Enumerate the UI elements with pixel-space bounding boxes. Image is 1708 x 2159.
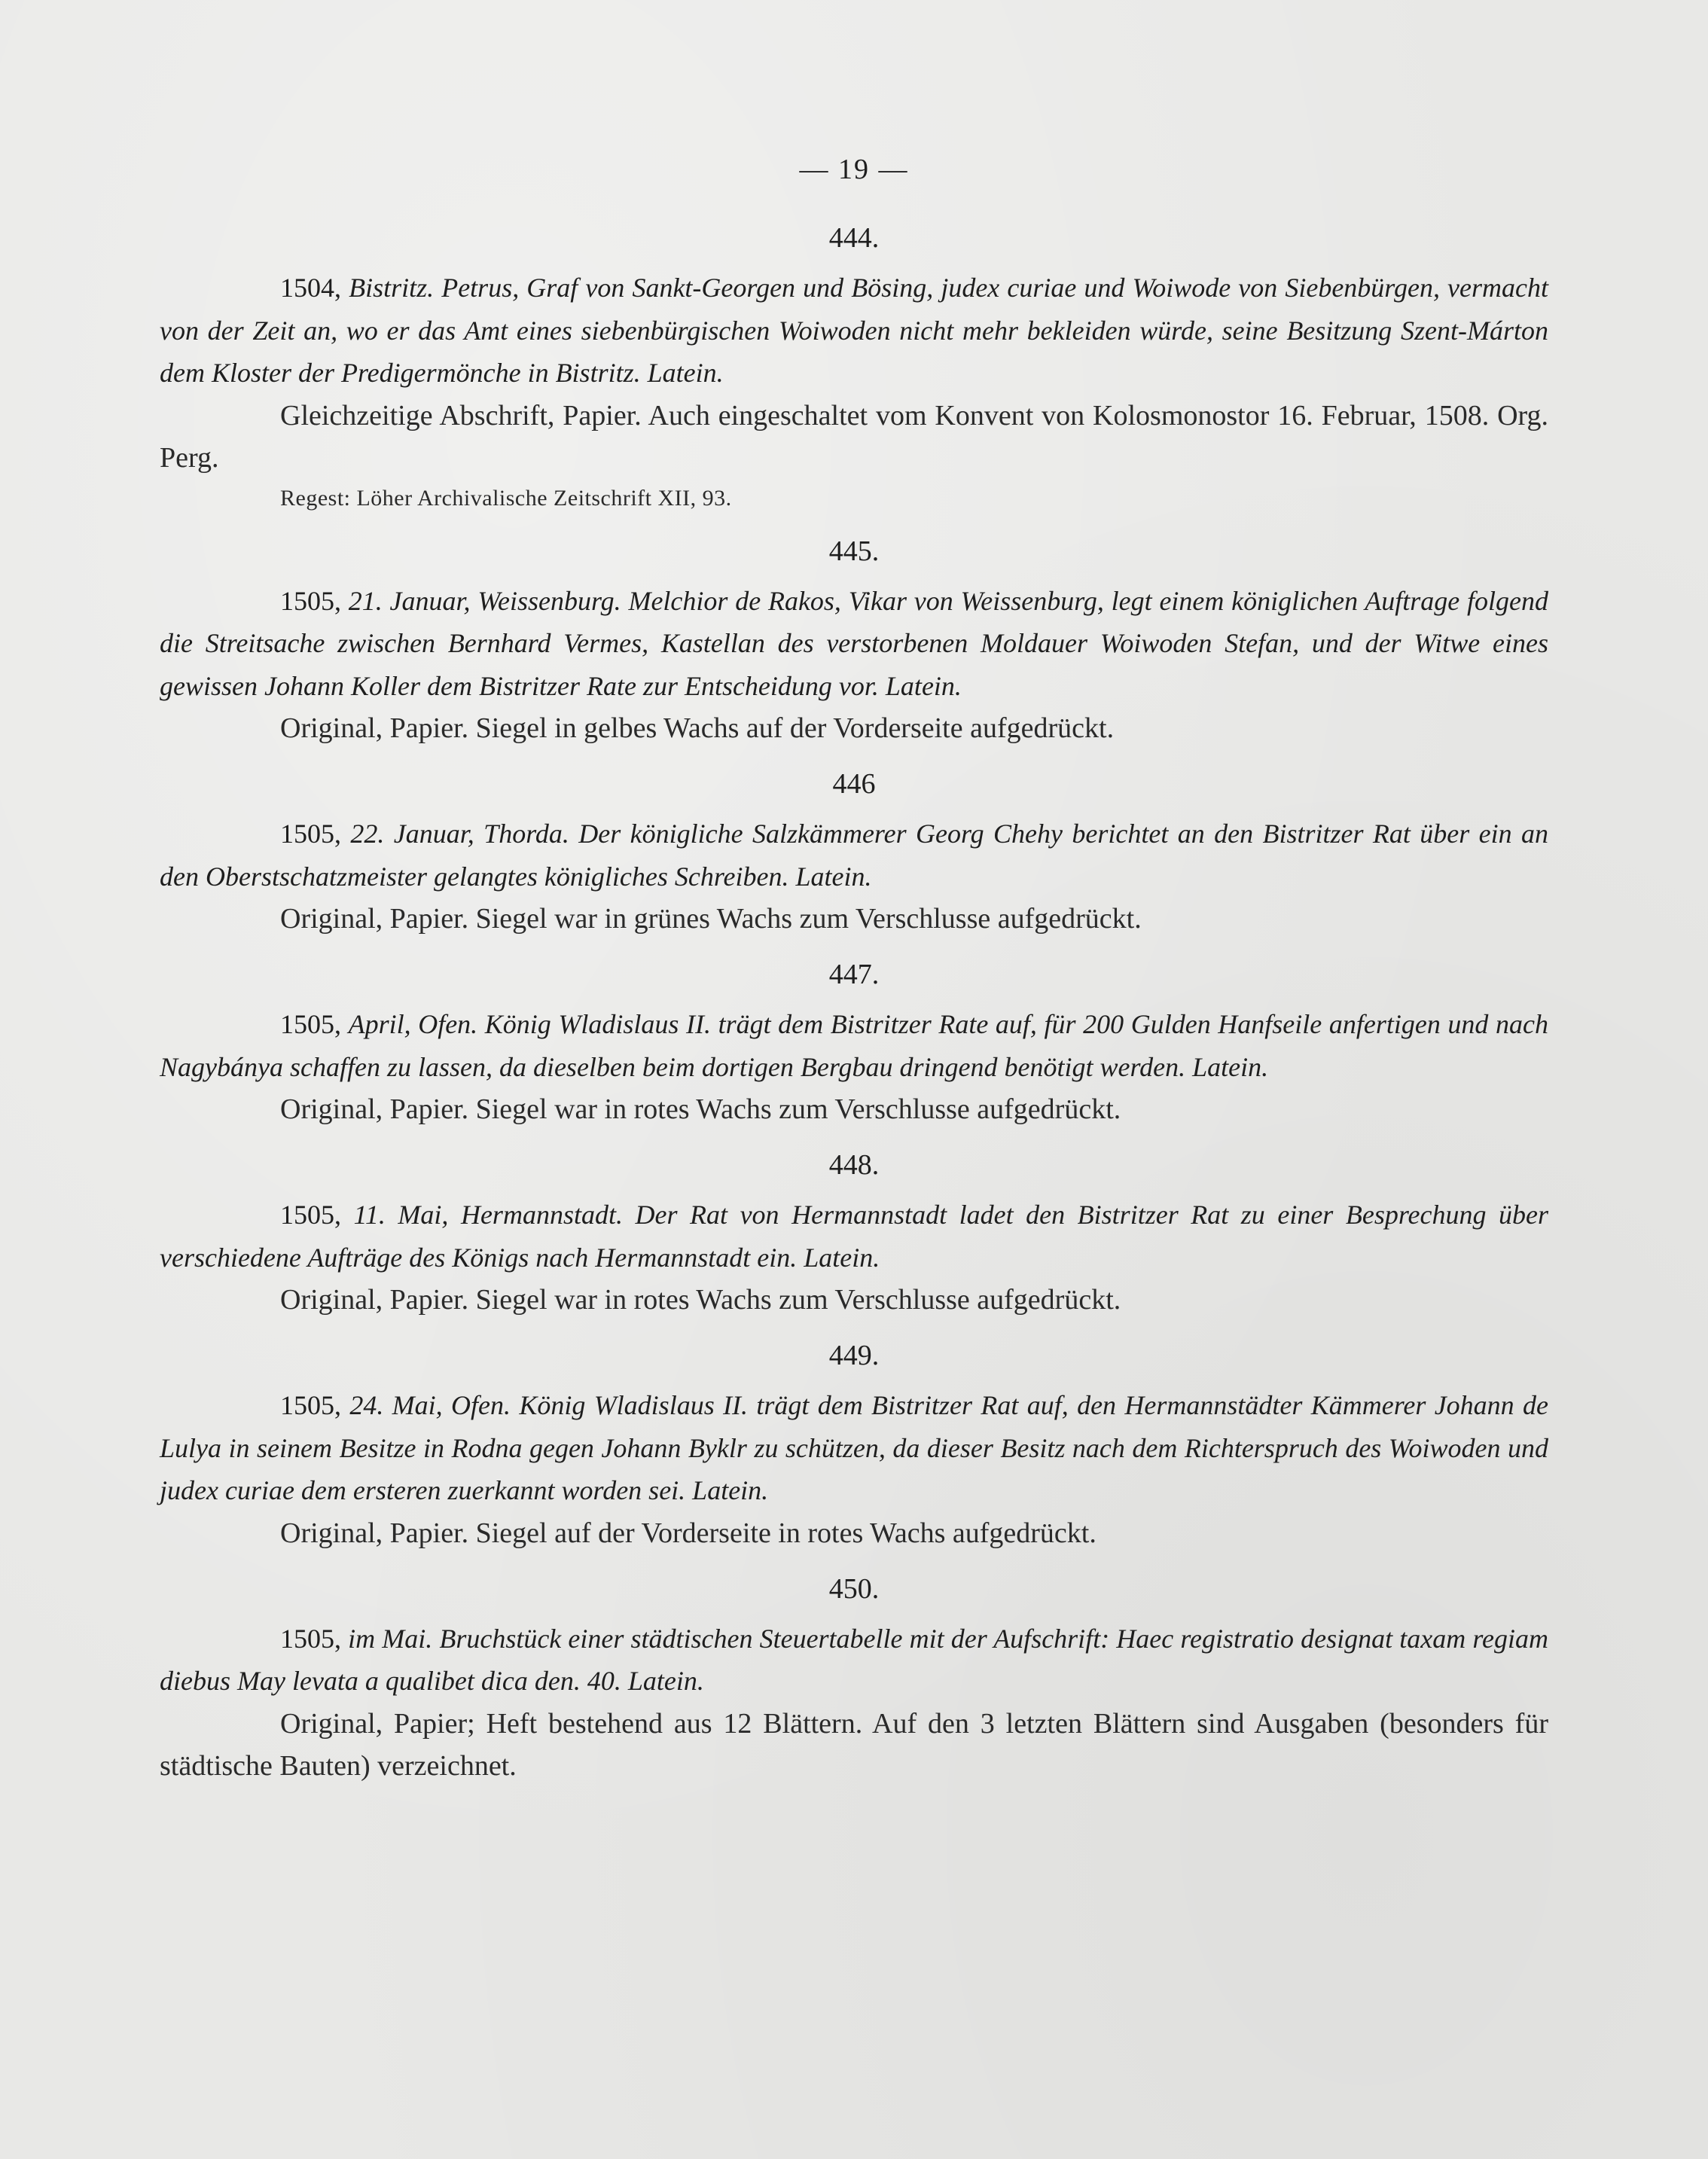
entry-date: 1505, — [280, 585, 349, 616]
entry-number: 447. — [828, 959, 880, 990]
entry-date: 1505, — [280, 1623, 349, 1654]
entry-regest — [160, 1194, 1548, 1279]
entry-446 — [160, 766, 1548, 940]
entry-regest-text: 22. Januar, Thorda. Der königliche Salzkämmerer Georg Chehy berichtet an den Bistritzer Rat über ein an den Oberstschatzmeister gelangtes königliches Schreiben. Latein. — [160, 819, 1548, 892]
entry-source: Original, Papier; Heft bestehend aus 12 Blättern. Auf den 3 letzten Blättern sind Ausgaben (besonders für städtische Bauten) verzeichnet. — [160, 1707, 1548, 1782]
entry-reference: Regest: Löher Archivalische Zeitschrift XII, 93. — [280, 485, 732, 511]
entry-date: 1505, — [280, 1390, 350, 1420]
entry-source: Gleichzeitige Abschrift, Papier. Auch eingeschaltet vom Konvent von Kolosmonostor 16. Februar, 1508. Org. Perg. — [160, 399, 1548, 474]
entry-number: 449. — [828, 1340, 880, 1371]
entry-regest — [160, 1003, 1548, 1088]
entry-source: Original, Papier. Siegel auf der Vorderseite in rotes Wachs aufgedrückt. — [280, 1517, 1096, 1549]
entry-regest-text: 21. Januar, Weissenburg. Melchior de Rakos, Vikar von Weissenburg, legt einem königlichen Auftrage folgend die Streitsache zwischen Bernhard Vermes, Kastellan des verstorbenen Moldauer Woiwoden Stefan, und der Witwe eines gewissen Johann Koller dem Bistritzer Rate zur Entscheidung vor. Latein. — [160, 585, 1548, 701]
entry-444 — [160, 220, 1548, 517]
entry-number: 450. — [828, 1572, 880, 1605]
text-block — [160, 151, 1548, 1787]
entry-regest — [160, 1384, 1548, 1512]
entry-regest-text: 24. Mai, Ofen. König Wladislaus II. trägt dem Bistritzer Rat auf, den Hermannstädter Kämmerer Johann de Lulya in seinem Besitze in Rodna gegen Johann Byklr zu schützen, da dieser Besitz nach dem Richterspruch des Woiwoden und judex curiae dem ersteren zuerkannt worden sei. Latein. — [160, 1390, 1548, 1505]
entry-number: 445. — [828, 535, 880, 567]
entry-448 — [160, 1147, 1548, 1321]
entry-regest-text: 11. Mai, Hermannstadt. Der Rat von Hermannstadt ladet den Bistritzer Rat zu einer Besprechung über verschiedene Aufträge des Königs nach Hermannstadt ein. Latein. — [160, 1200, 1548, 1273]
entry-445 — [160, 533, 1548, 750]
entry-date: 1504, — [280, 273, 349, 303]
entry-regest — [160, 1618, 1548, 1703]
entry-450 — [160, 1571, 1548, 1787]
entry-regest-text: Bistritz. Petrus, Graf von Sankt-Georgen und Bösing, judex curiae und Woiwode von Siebenbürgen, vermacht von der Zeit an, wo er das Amt eines siebenbürgischen Woiwoden nicht mehr bekleiden würde, seine Besitzung Szent-Márton dem Kloster der Predigermönche in Bistritz. Latein. — [160, 273, 1548, 388]
entry-regest — [160, 813, 1548, 898]
entry-source: Original, Papier. Siegel in gelbes Wachs auf der Vorderseite aufgedrückt. — [280, 712, 1115, 744]
entry-source: Original, Papier. Siegel war in rotes Wachs zum Verschlusse aufgedrückt. — [280, 1284, 1121, 1316]
entry-regest — [160, 580, 1548, 708]
entry-date: 1505, — [280, 1200, 354, 1230]
entry-number: 448. — [828, 1149, 880, 1181]
entry-number: 444. — [828, 222, 880, 254]
entry-number: 446 — [832, 768, 876, 800]
entry-source: Original, Papier. Siegel war in rotes Wachs zum Verschlusse aufgedrückt. — [280, 1093, 1121, 1125]
entry-regest-text: im Mai. Bruchstück einer städtischen Steuertabelle mit der Aufschrift: Haec registratio designat taxam regiam diebus May levata a qualibet dica den. 40. Latein. — [160, 1623, 1549, 1696]
entry-447 — [160, 956, 1548, 1130]
entry-regest-text: April, Ofen. König Wladislaus II. trägt dem Bistritzer Rate auf, für 200 Gulden Hanfseile anfertigen und nach Nagybánya schaffen zu lassen, da dieselben beim dortigen Bergbau dringend benötigt werden. Latein. — [160, 1009, 1549, 1082]
entry-449 — [160, 1337, 1548, 1554]
entry-date: 1505, — [280, 819, 351, 849]
page-number: — 19 — — [799, 154, 909, 185]
entry-source: Original, Papier. Siegel war in grünes Wachs zum Verschlusse aufgedrückt. — [280, 903, 1142, 935]
entry-regest — [160, 267, 1548, 395]
entry-date: 1505, — [280, 1009, 349, 1039]
